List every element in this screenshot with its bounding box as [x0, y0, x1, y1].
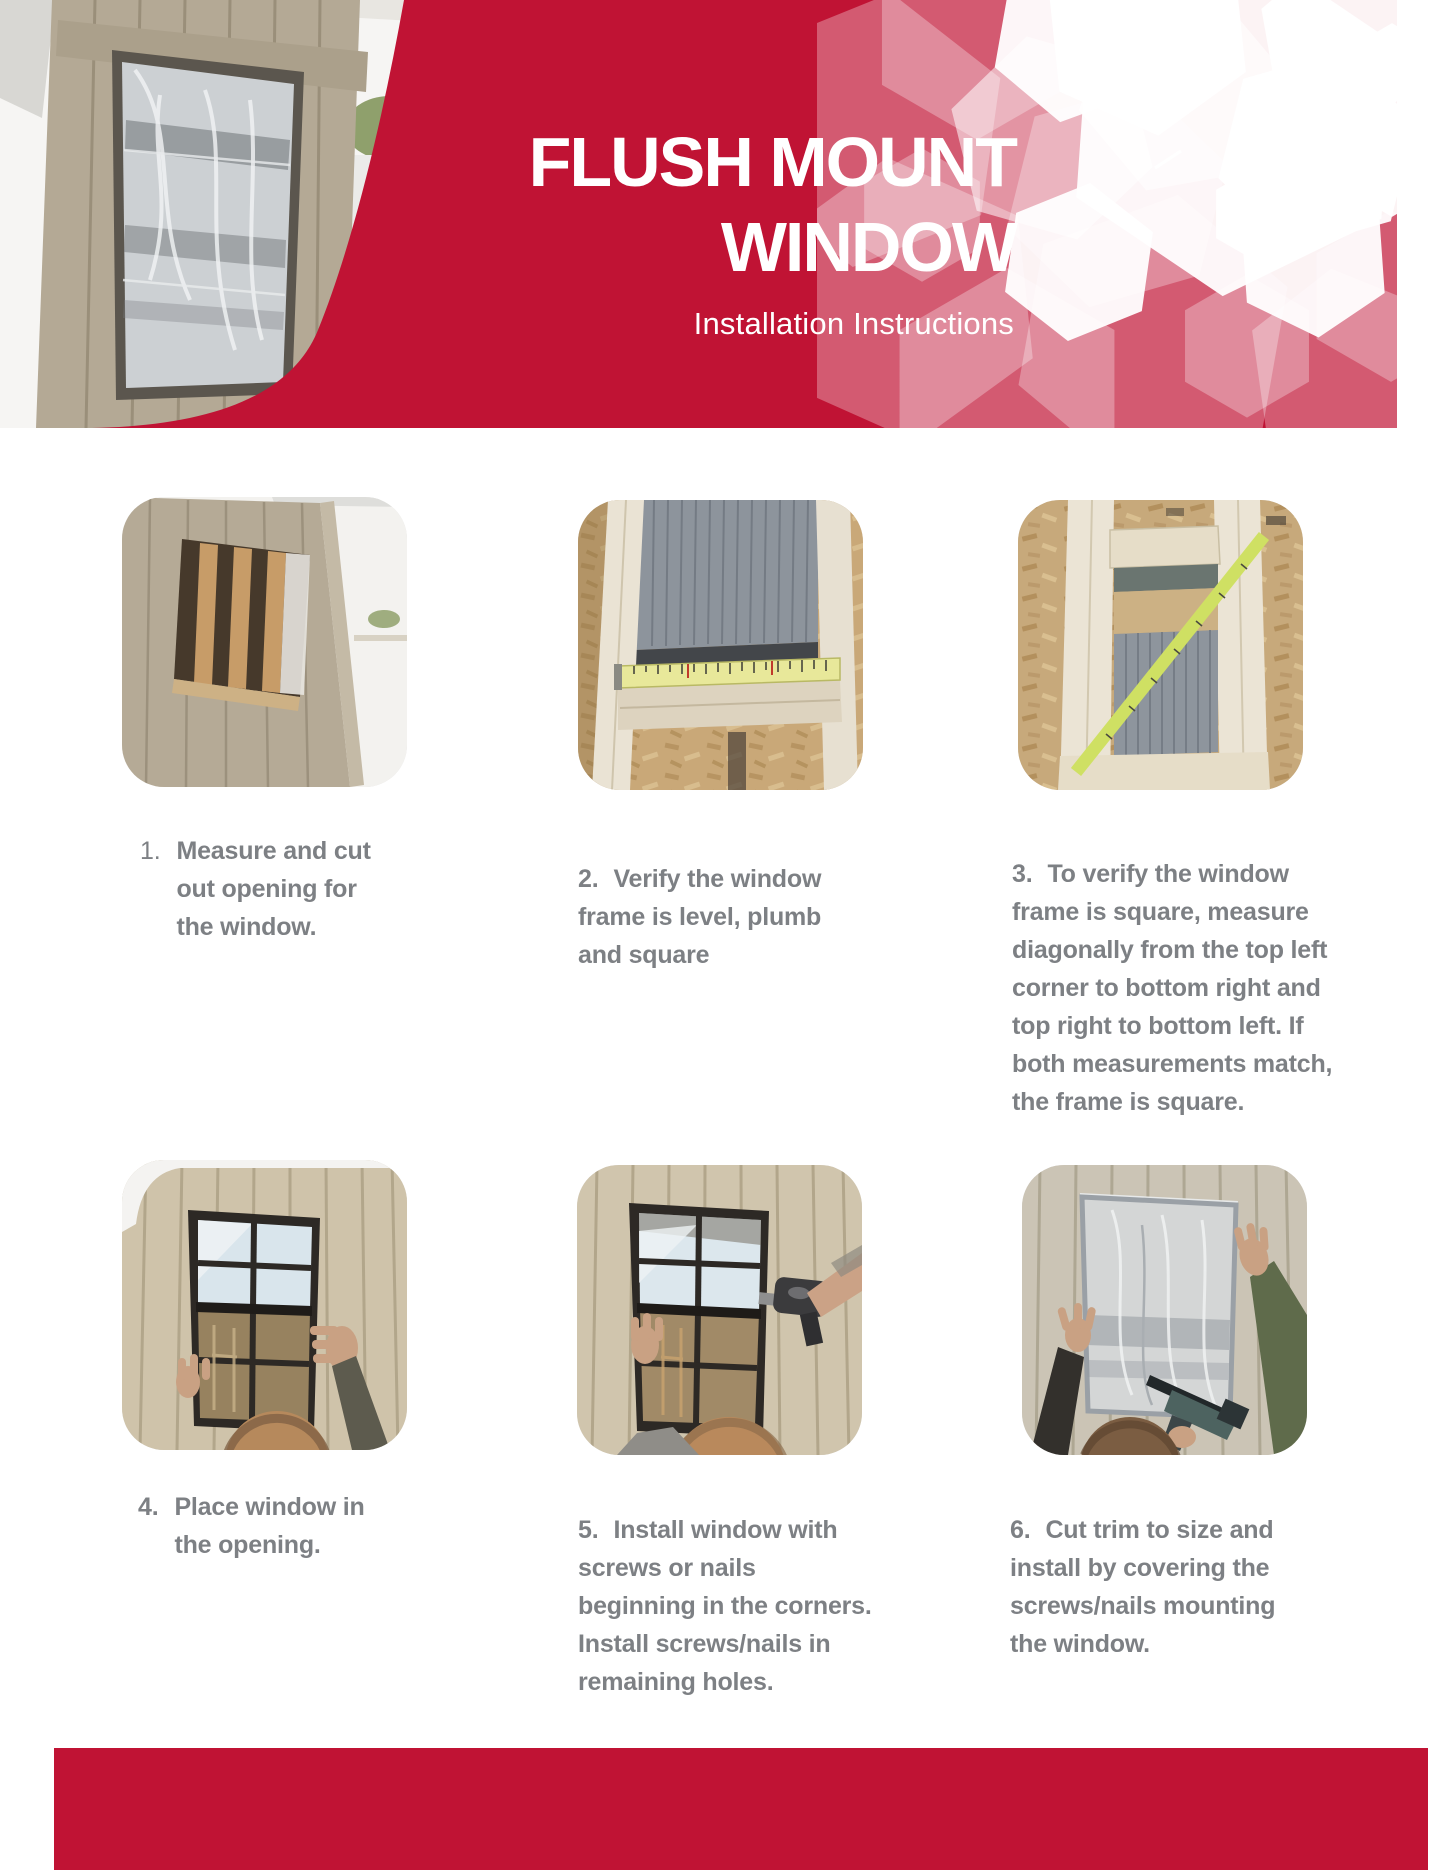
- step-5-caption: [578, 1511, 872, 1701]
- header-photo-illustration: [0, 0, 430, 428]
- framing-studs: [194, 543, 286, 693]
- page-subtitle: Installation Instructions: [693, 306, 1014, 341]
- step-4-number: 4.: [138, 1493, 159, 1521]
- step-2-number: 2.: [578, 865, 599, 893]
- step-2-text: Verify the window frame is level, plumb and square: [578, 865, 822, 969]
- step-4-photo: [122, 1160, 407, 1450]
- plastic-sheet: [122, 62, 294, 388]
- page-title: [410, 120, 1016, 290]
- step-5-photo: [577, 1165, 862, 1455]
- header-photo-plastic-window: [0, 0, 430, 428]
- step-6-number: 6.: [1010, 1516, 1031, 1544]
- page-title-line1: FLUSH MOUNT: [528, 123, 1016, 201]
- step-5-number: 5.: [578, 1516, 599, 1544]
- step-6-caption: [1010, 1511, 1288, 1663]
- header-board: [1110, 526, 1220, 568]
- step-4-text: Place window in the opening.: [174, 1493, 365, 1559]
- step-1-number: 1.: [140, 837, 161, 865]
- step-2-photo: [578, 500, 863, 790]
- step-1-photo: [122, 497, 407, 787]
- step-2-caption: [578, 860, 836, 974]
- glass-reflection: [1114, 564, 1218, 592]
- trees: [368, 610, 400, 628]
- step-6-text: Cut trim to size and install by covering the screws/nails mounting the window.: [1010, 1516, 1276, 1658]
- step-3-number: 3.: [1012, 860, 1033, 888]
- step-4-caption: [138, 1488, 428, 1564]
- step-5-text: Install window with screws or nails beginning in the corners. Install screws/nails in remaining holes.: [578, 1516, 872, 1696]
- gray-panel: [636, 500, 818, 650]
- step-3-caption: [1012, 855, 1334, 1121]
- header-text-block: [410, 120, 1016, 342]
- page-title-line2: WINDOW: [720, 208, 1016, 286]
- step-1-caption: [140, 832, 420, 946]
- step-1-text: Measure and cut out opening for the window.: [176, 837, 371, 941]
- header-banner: [0, 0, 1397, 428]
- step-3-text: To verify the window frame is square, measure diagonally from the top left corner to bottom right and top right to bottom left. If both measurements match, the frame is square.: [1012, 860, 1333, 1116]
- step-3-photo: [1018, 500, 1303, 790]
- step-6-photo: [1022, 1165, 1307, 1455]
- footer-bar: [54, 1748, 1428, 1870]
